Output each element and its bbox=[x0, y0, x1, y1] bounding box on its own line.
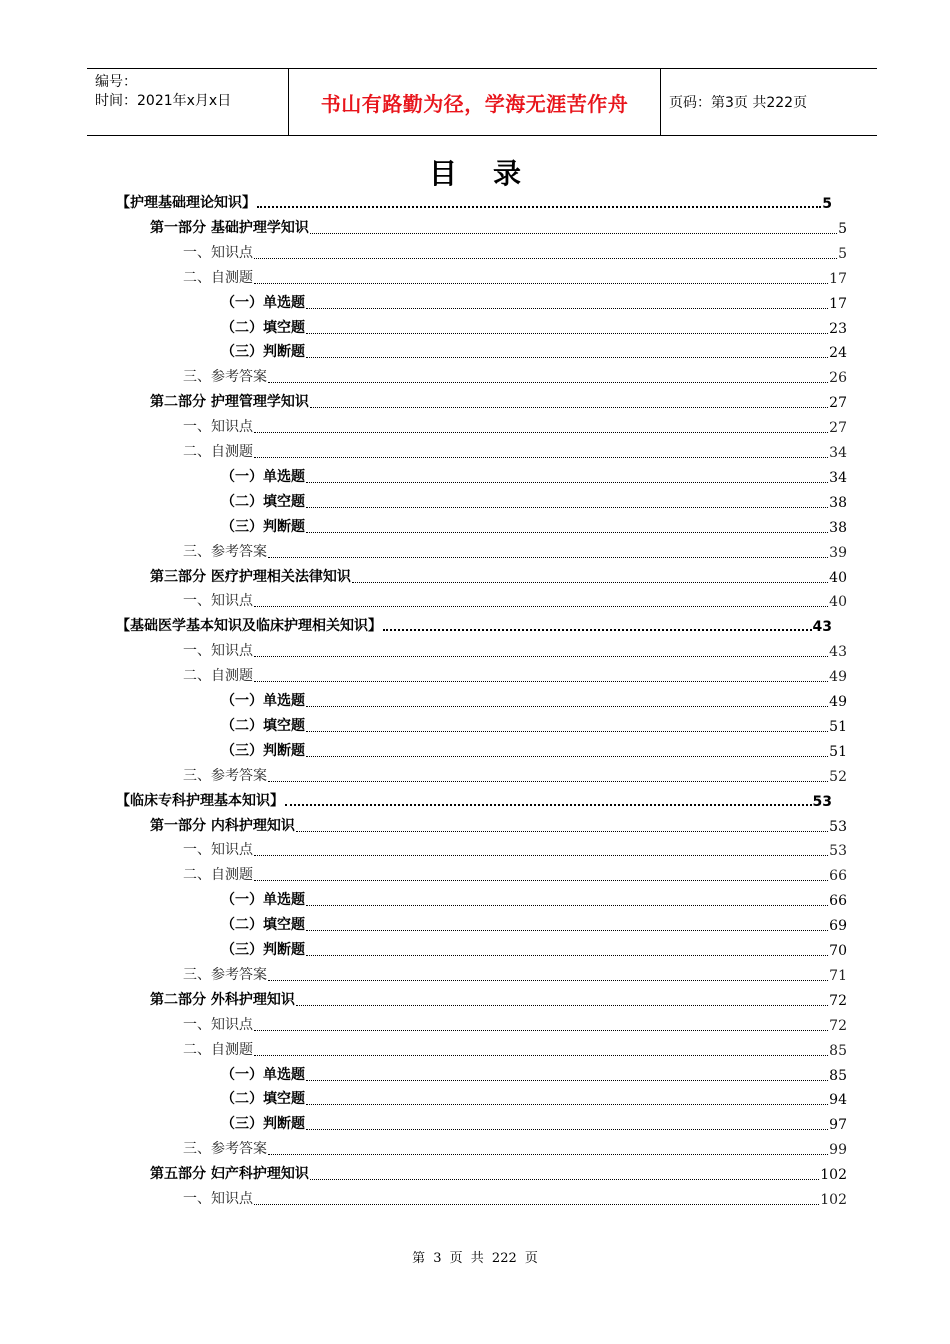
toc-entry[interactable] bbox=[221, 912, 847, 934]
dot-leader bbox=[306, 1094, 828, 1105]
toc-entry-page: 66 bbox=[829, 893, 847, 910]
toc-entry-label: （二）填空题 bbox=[221, 493, 305, 510]
dot-leader bbox=[306, 721, 828, 732]
toc-entry-page: 5 bbox=[822, 196, 832, 212]
toc-entry-page: 5 bbox=[838, 220, 847, 237]
toc-entry-page: 97 bbox=[829, 1117, 847, 1134]
toc-entry[interactable] bbox=[150, 813, 847, 835]
toc-entry-page: 53 bbox=[812, 793, 832, 810]
toc-entry-page: 71 bbox=[829, 967, 847, 984]
dot-leader bbox=[383, 619, 812, 631]
toc-entry-page: 51 bbox=[829, 743, 847, 760]
toc-entry[interactable] bbox=[183, 638, 847, 660]
dot-leader bbox=[306, 1070, 828, 1081]
toc-entry-label: （一）单选题 bbox=[221, 892, 305, 909]
toc-entry-page: 52 bbox=[829, 768, 847, 785]
dot-leader bbox=[352, 572, 828, 583]
toc-entry-label: 二、自测题 bbox=[183, 867, 253, 884]
toc-entry-label: 一、知识点 bbox=[183, 593, 253, 610]
toc-entry-label: 二、自测题 bbox=[183, 444, 253, 460]
dot-leader bbox=[254, 1045, 828, 1056]
toc-entry[interactable] bbox=[183, 364, 847, 386]
toc-entry-page: 72 bbox=[829, 992, 847, 1009]
toc-entry-page: 34 bbox=[829, 445, 847, 461]
page-header bbox=[87, 68, 877, 136]
toc-entry-label: 第一部分 基础护理学知识 bbox=[150, 219, 309, 236]
toc-entry-label: 三、参考答案 bbox=[183, 767, 267, 784]
toc-entry-page: 43 bbox=[812, 619, 832, 636]
toc-entry-page: 38 bbox=[829, 494, 847, 511]
toc-entry-label: 一、知识点 bbox=[183, 244, 253, 261]
toc-entry[interactable] bbox=[183, 240, 847, 262]
toc-entry[interactable] bbox=[183, 862, 847, 884]
toc-entry-page: 102 bbox=[820, 1167, 847, 1184]
toc-entry-label: 第二部分 外科护理知识 bbox=[150, 991, 295, 1008]
toc-entry[interactable] bbox=[183, 1186, 847, 1208]
toc-entry-label: 二、自测题 bbox=[183, 269, 253, 286]
dot-leader bbox=[254, 646, 828, 657]
toc-entry-label: 三、参考答案 bbox=[183, 369, 267, 386]
dot-leader bbox=[306, 895, 828, 906]
toc-entry[interactable] bbox=[150, 564, 847, 586]
number-label: 编号： bbox=[95, 74, 137, 90]
toc-entry-page: 102 bbox=[820, 1192, 847, 1208]
toc-entry[interactable] bbox=[221, 489, 847, 511]
toc-entry-page: 27 bbox=[829, 420, 847, 437]
toc-entry[interactable] bbox=[183, 439, 847, 461]
toc-entry-page: 39 bbox=[829, 544, 847, 561]
dot-leader bbox=[254, 596, 828, 607]
toc-entry-label: 三、参考答案 bbox=[183, 1141, 267, 1158]
toc-entry-page: 72 bbox=[829, 1017, 847, 1034]
toc-entry-page: 24 bbox=[829, 345, 847, 362]
toc-entry-page: 43 bbox=[829, 644, 847, 661]
toc-entry[interactable] bbox=[116, 613, 832, 635]
toc-entry[interactable] bbox=[183, 414, 847, 436]
toc-entry-page: 26 bbox=[829, 370, 847, 387]
toc-entry-page: 69 bbox=[829, 918, 847, 935]
dot-leader bbox=[296, 995, 828, 1006]
toc-entry-label: （二）填空题 bbox=[221, 319, 305, 336]
header-motto: 书山有路勤为径，学海无涯苦作舟 bbox=[288, 69, 661, 135]
toc-entry-label: 二、自测题 bbox=[183, 1041, 253, 1058]
dot-leader bbox=[306, 746, 828, 757]
toc-entry-page: 94 bbox=[829, 1092, 847, 1109]
dot-leader bbox=[306, 347, 828, 358]
toc-entry[interactable] bbox=[116, 788, 832, 810]
dot-leader bbox=[268, 547, 828, 558]
toc-entry-label: （三）判断题 bbox=[221, 742, 305, 759]
dot-leader bbox=[254, 273, 828, 284]
toc-entry-page: 66 bbox=[829, 868, 847, 885]
toc-entry-label: （三）判断题 bbox=[221, 344, 305, 361]
toc-entry[interactable] bbox=[116, 190, 832, 212]
toc-entry[interactable] bbox=[183, 663, 847, 685]
dot-leader bbox=[254, 447, 828, 458]
toc-entry[interactable] bbox=[183, 1136, 847, 1158]
toc-entry[interactable] bbox=[221, 464, 847, 486]
dot-leader bbox=[268, 1144, 828, 1155]
page-footer: 第 3 页 共 222 页 bbox=[412, 1251, 538, 1266]
dot-leader bbox=[310, 223, 837, 234]
dot-leader bbox=[306, 323, 828, 334]
toc-entry-label: （一）单选题 bbox=[221, 294, 305, 311]
dot-leader bbox=[254, 845, 828, 856]
dot-leader bbox=[306, 696, 828, 707]
toc-entry-page: 34 bbox=[829, 469, 847, 486]
toc-entry[interactable] bbox=[221, 1086, 847, 1108]
toc-entry-label: 第二部分 护理管理学知识 bbox=[150, 394, 309, 411]
toc-entry-page: 51 bbox=[829, 718, 847, 735]
toc-entry-page: 40 bbox=[829, 594, 847, 611]
dot-leader bbox=[257, 196, 821, 208]
toc-entry[interactable] bbox=[221, 315, 847, 337]
dot-leader bbox=[306, 945, 828, 956]
toc-entry[interactable] bbox=[183, 588, 847, 610]
toc-entry-page: 23 bbox=[829, 320, 847, 337]
dot-leader bbox=[306, 472, 828, 483]
toc-entry[interactable] bbox=[221, 937, 847, 959]
toc-entry[interactable] bbox=[183, 265, 847, 287]
toc-entry[interactable] bbox=[221, 738, 847, 760]
dot-leader bbox=[268, 372, 828, 383]
toc-entry-label: 二、自测题 bbox=[183, 668, 253, 685]
toc-entry-page: 49 bbox=[829, 694, 847, 710]
toc-entry[interactable] bbox=[221, 887, 847, 909]
dot-leader bbox=[296, 821, 828, 832]
dot-leader bbox=[310, 1169, 819, 1180]
page-title: 目录 bbox=[428, 157, 557, 190]
toc-entry-label: （三）判断题 bbox=[221, 518, 305, 535]
dot-leader bbox=[254, 1194, 819, 1205]
toc-entry-page: 40 bbox=[829, 569, 847, 586]
toc-entry[interactable] bbox=[150, 215, 847, 237]
dot-leader bbox=[254, 422, 828, 433]
toc-entry-label: 三、参考答案 bbox=[183, 966, 267, 983]
toc-entry[interactable] bbox=[221, 713, 847, 735]
dot-leader bbox=[306, 920, 828, 931]
toc-entry-label: 一、知识点 bbox=[183, 1016, 253, 1033]
toc-entry-label: （三）判断题 bbox=[221, 1116, 305, 1133]
toc-entry[interactable] bbox=[183, 837, 847, 859]
toc-entry-page: 49 bbox=[829, 669, 847, 686]
toc-entry-label: 一、知识点 bbox=[183, 1191, 253, 1207]
toc-entry[interactable] bbox=[150, 1161, 847, 1183]
dot-leader bbox=[254, 671, 828, 682]
toc-entry[interactable] bbox=[150, 987, 847, 1009]
toc-entry-page: 17 bbox=[829, 270, 847, 287]
toc-entry[interactable] bbox=[183, 1012, 847, 1034]
dot-leader bbox=[268, 970, 828, 981]
toc-entry-label: 第五部分 妇产科护理知识 bbox=[150, 1166, 309, 1183]
toc-entry-label: 【临床专科护理基本知识】 bbox=[116, 792, 284, 809]
toc-entry-label: （一）单选题 bbox=[221, 1066, 305, 1083]
toc-entry-label: 第一部分 内科护理知识 bbox=[150, 817, 295, 834]
dot-leader bbox=[254, 248, 837, 259]
toc-entry-label: （二）填空题 bbox=[221, 717, 305, 734]
toc-entry-label: 【基础医学基本知识及临床护理相关知识】 bbox=[116, 618, 382, 635]
dot-leader bbox=[306, 1119, 828, 1130]
dot-leader bbox=[254, 870, 828, 881]
toc-entry-label: （二）填空题 bbox=[221, 917, 305, 934]
toc-entry-label: 一、知识点 bbox=[183, 419, 253, 436]
dot-leader bbox=[306, 298, 828, 309]
header-meta bbox=[87, 69, 288, 135]
toc-entry[interactable] bbox=[221, 290, 847, 312]
toc-entry-page: 53 bbox=[829, 843, 847, 860]
dot-leader bbox=[306, 522, 828, 533]
toc-entry-page: 99 bbox=[829, 1142, 847, 1159]
toc-entry-label: 一、知识点 bbox=[183, 643, 253, 660]
toc-entry-label: （二）填空题 bbox=[221, 1091, 305, 1108]
toc-entry-page: 27 bbox=[829, 395, 847, 412]
dot-leader bbox=[285, 794, 812, 806]
toc-entry-page: 85 bbox=[829, 1042, 847, 1059]
toc-entry[interactable] bbox=[221, 514, 847, 536]
toc-entry[interactable] bbox=[221, 339, 847, 361]
toc-entry-page: 70 bbox=[829, 943, 847, 959]
toc-entry-label: （一）单选题 bbox=[221, 468, 305, 485]
toc-entry-page: 53 bbox=[829, 818, 847, 835]
dot-leader bbox=[268, 771, 828, 782]
dot-leader bbox=[310, 397, 828, 408]
toc-entry-label: （三）判断题 bbox=[221, 942, 305, 958]
header-page-info: 页码：第3页 共222页 bbox=[669, 95, 808, 111]
toc-entry[interactable] bbox=[183, 962, 847, 984]
toc-entry[interactable] bbox=[183, 1037, 847, 1059]
toc-entry-label: （一）单选题 bbox=[221, 693, 305, 709]
toc-entry-label: 【护理基础理论知识】 bbox=[116, 195, 256, 211]
toc-entry-label: 第三部分 医疗护理相关法律知识 bbox=[150, 568, 351, 585]
toc-entry[interactable] bbox=[183, 539, 847, 561]
toc-entry[interactable] bbox=[221, 1111, 847, 1133]
toc-entry[interactable] bbox=[221, 688, 847, 710]
toc-entry[interactable] bbox=[183, 763, 847, 785]
toc-entry[interactable] bbox=[150, 389, 847, 411]
date-label: 时间：2021年x月x日 bbox=[95, 93, 232, 109]
toc-entry-page: 5 bbox=[838, 245, 847, 262]
dot-leader bbox=[254, 1020, 828, 1031]
toc-entry-page: 17 bbox=[829, 295, 847, 312]
toc-entry-label: 三、参考答案 bbox=[183, 543, 267, 560]
toc-entry-page: 85 bbox=[829, 1067, 847, 1084]
toc-entry-page: 38 bbox=[829, 519, 847, 536]
dot-leader bbox=[306, 497, 828, 508]
toc-entry-label: 一、知识点 bbox=[183, 842, 253, 859]
toc-entry[interactable] bbox=[221, 1062, 847, 1084]
